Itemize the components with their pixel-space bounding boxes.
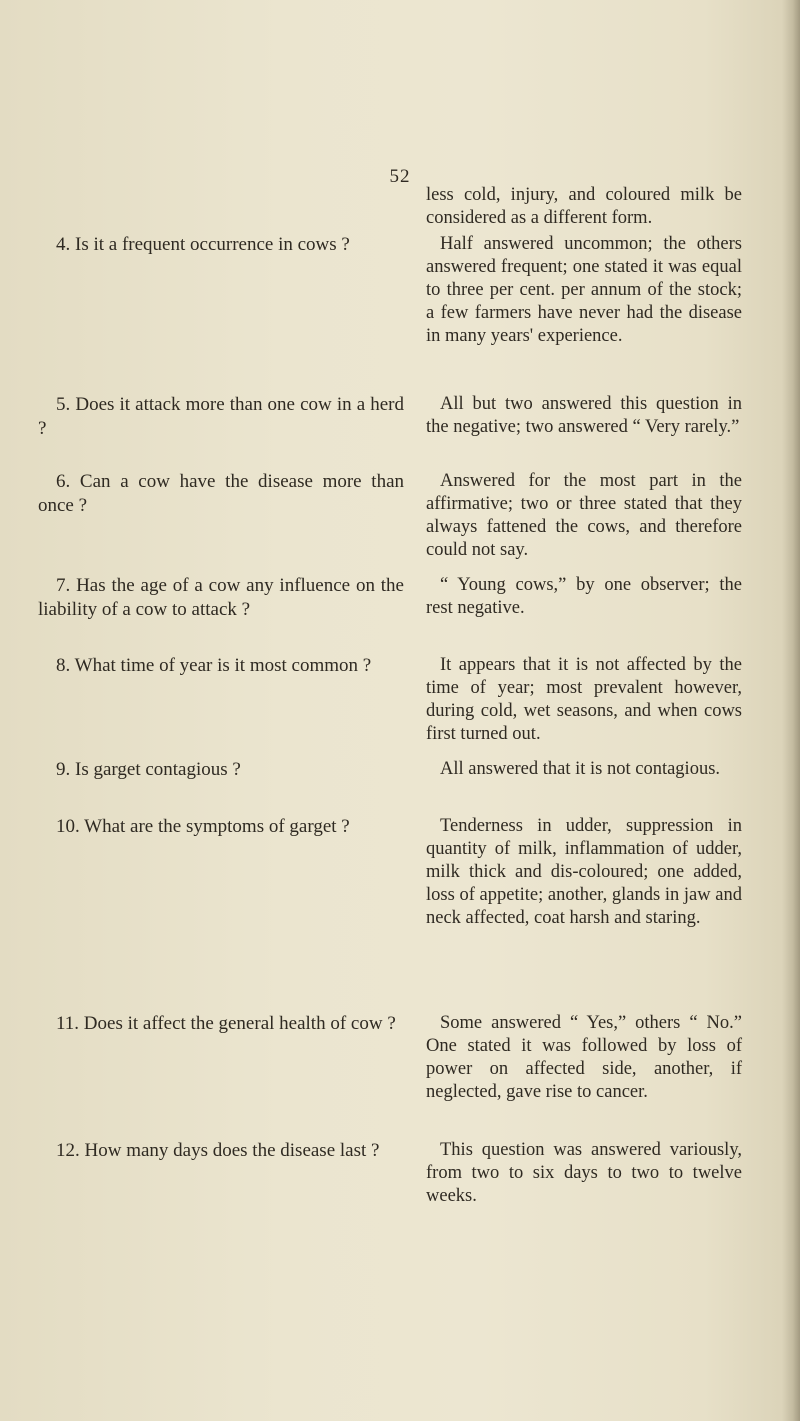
answer-7 (426, 574, 742, 620)
page-edge-shadow (782, 0, 800, 1421)
answer-text: Some answered “ Yes,” others “ No.” One stated it was followed by loss of power on affected side, another, if neglected, gave rise to cancer. (426, 1013, 742, 1102)
question-text: 10. What are the symptoms of garget ? (56, 816, 350, 837)
answer-6 (426, 470, 742, 562)
answer-text: This question was answered variously, from two to six days to two to twelve weeks. (426, 1140, 742, 1206)
question-text: 11. Does it affect the general health of cow ? (56, 1013, 396, 1034)
answer-10 (426, 815, 742, 930)
question-5 (38, 393, 404, 440)
question-8 (38, 654, 404, 678)
answer-8 (426, 654, 742, 746)
question-text: 8. What time of year is it most common ? (56, 655, 372, 676)
answer-4 (426, 233, 742, 348)
answer-text: All answered that it is not contagious. (440, 759, 721, 779)
question-4 (38, 233, 404, 257)
question-text: 9. Is garget contagious ? (56, 759, 241, 780)
answer-text: Answered for the most part in the affirmative; two or three stated that they always fattened the cows, and therefore could not say. (426, 471, 742, 560)
question-text: 4. Is it a frequent occurrence in cows ? (56, 234, 350, 255)
continuation-text: less cold, injury, and coloured milk be considered as a different form. (426, 185, 742, 228)
answer-text: Tenderness in udder, suppression in quantity of milk, inflammation of udder, milk thick and dis-coloured; one added, loss of appetite; another, glands in jaw and neck affected, coat harsh and staring. (426, 816, 742, 928)
question-text: 6. Can a cow have the disease more than once ? (38, 471, 404, 516)
question-12 (38, 1139, 404, 1163)
answer-9 (426, 758, 742, 781)
question-11 (38, 1012, 404, 1036)
page-number: 52 (389, 166, 411, 187)
question-9 (38, 758, 404, 782)
question-text: 12. How many days does the disease last ? (56, 1140, 380, 1161)
question-text: 5. Does it attack more than one cow in a herd ? (38, 394, 404, 439)
answer-text: “ Young cows,” by one observer; the rest negative. (426, 575, 742, 618)
answer-text: All but two answered this question in the negative; two answered “ Very rarely.” (426, 394, 742, 437)
answer-text: It appears that it is not affected by the time of year; most prevalent however, during cold, wet seasons, and when cows first turned out. (426, 655, 742, 744)
question-10 (38, 815, 404, 839)
answer-5 (426, 393, 742, 439)
question-6 (38, 470, 404, 517)
answer-text: Half answered uncommon; the others answered frequent; one stated it was equal to three per cent. per annum of the stock; a few farmers have never had the disease in many years' experience. (426, 234, 742, 346)
question-7 (38, 574, 404, 621)
question-text: 7. Has the age of a cow any influence on the liability of a cow to attack ? (38, 575, 404, 620)
answer-12 (426, 1139, 742, 1208)
answer-11 (426, 1012, 742, 1104)
